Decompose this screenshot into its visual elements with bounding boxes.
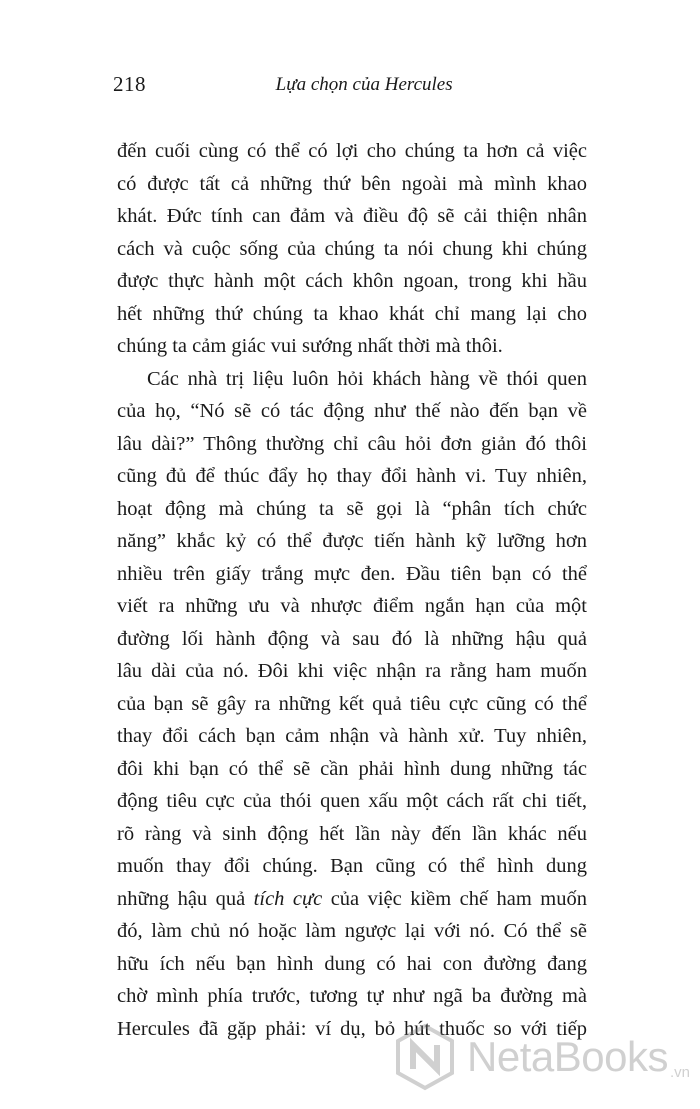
text-line: đến cuối cùng có thể có lợi cho chúng ta hơn cả việc: [117, 140, 587, 162]
page-number: 218: [113, 72, 146, 96]
watermark-brand: NetaBooks: [467, 1033, 668, 1080]
netabooks-logo-icon: [391, 1023, 459, 1091]
text-line: hết những thứ chúng ta khao khát chỉ mang lại cho: [117, 302, 587, 325]
text-line: lâu dài của nó. Đôi khi việc nhận ra rằng ham muốn: [117, 660, 587, 682]
text-line: có được tất cả những thứ bên ngoài mà mình khao: [117, 172, 587, 195]
text-line: thay đổi cách bạn cảm nhận và hành xử. Tuy nhiên,: [117, 725, 587, 747]
text-line: khát. Đức tính can đảm và điều độ sẽ cải thiện nhân: [117, 205, 587, 227]
text-line: rõ ràng và sinh động hết lần này đến lần khác nếu: [117, 822, 587, 845]
text-segment: của việc kiềm chế ham muốn: [322, 887, 587, 910]
text-line: viết ra những ưu và nhược điểm ngắn hạn của một: [117, 595, 587, 617]
text-line: cũng đủ để thúc đẩy họ thay đổi hành vi. Tuy nhiên,: [117, 465, 587, 487]
text-line: đôi khi bạn có thể sẽ cần phải hình dung những tác: [117, 757, 587, 780]
text-line: động tiêu cực của thói quen xấu một cách rất chi tiết,: [117, 790, 587, 812]
emphasis-text: tích cực: [253, 887, 323, 910]
text-line: Các nhà trị liệu luôn hỏi khách hàng về thói quen: [147, 367, 587, 390]
text-line: lâu dài?” Thông thường chỉ câu hỏi đơn giản đó thôi: [117, 432, 587, 455]
body-text: [117, 135, 587, 1045]
text-line: muốn thay đổi chúng. Bạn cũng có thể hình dung: [117, 855, 587, 877]
paragraph-1: [117, 135, 587, 363]
text-segment: những hậu quả: [117, 887, 254, 910]
text-line: năng” khắc kỷ có thể được tiến hành kỹ lưỡng hơn: [117, 530, 587, 552]
page-header: [113, 72, 587, 102]
text-line: chờ mình phía trước, tương tự như ngã ba đường mà: [117, 985, 587, 1007]
text-line: của họ, “Nó sẽ có tác động như thế nào đến bạn về: [117, 400, 587, 422]
text-line: đường lối hành động và sau đó là những hậu quả: [117, 627, 587, 650]
watermark-suffix: .vn: [669, 1064, 690, 1081]
text-line: hữu ích nếu bạn hình dung có hai con đường đang: [117, 952, 587, 975]
watermark: [391, 1023, 690, 1091]
text-line: của bạn sẽ gây ra những kết quả tiêu cực cũng có thể: [117, 692, 587, 715]
text-line: đó, làm chủ nó hoặc làm ngược lại với nó. Có thể sẽ: [117, 920, 587, 942]
text-line: Hercules đã gặp phải: ví dụ, bỏ hút thuốc so với tiếp: [117, 1017, 587, 1040]
paragraph-2: [117, 363, 587, 1046]
text-line: hoạt động mà chúng ta sẽ gọi là “phân tích chức: [117, 497, 587, 520]
text-line: chúng ta cảm giác vui sướng nhất thời mà thôi.: [117, 335, 503, 357]
text-line: được thực hành một cách khôn ngoan, trong khi hầu: [117, 270, 587, 292]
running-title: Lựa chọn của Hercules: [275, 74, 453, 95]
text-line: nhiều trên giấy trắng mực đen. Đầu tiên bạn có thể: [117, 562, 587, 585]
text-line-with-emphasis: [117, 883, 587, 916]
text-line: cách và cuộc sống của chúng ta nói chung khi chúng: [117, 237, 587, 260]
